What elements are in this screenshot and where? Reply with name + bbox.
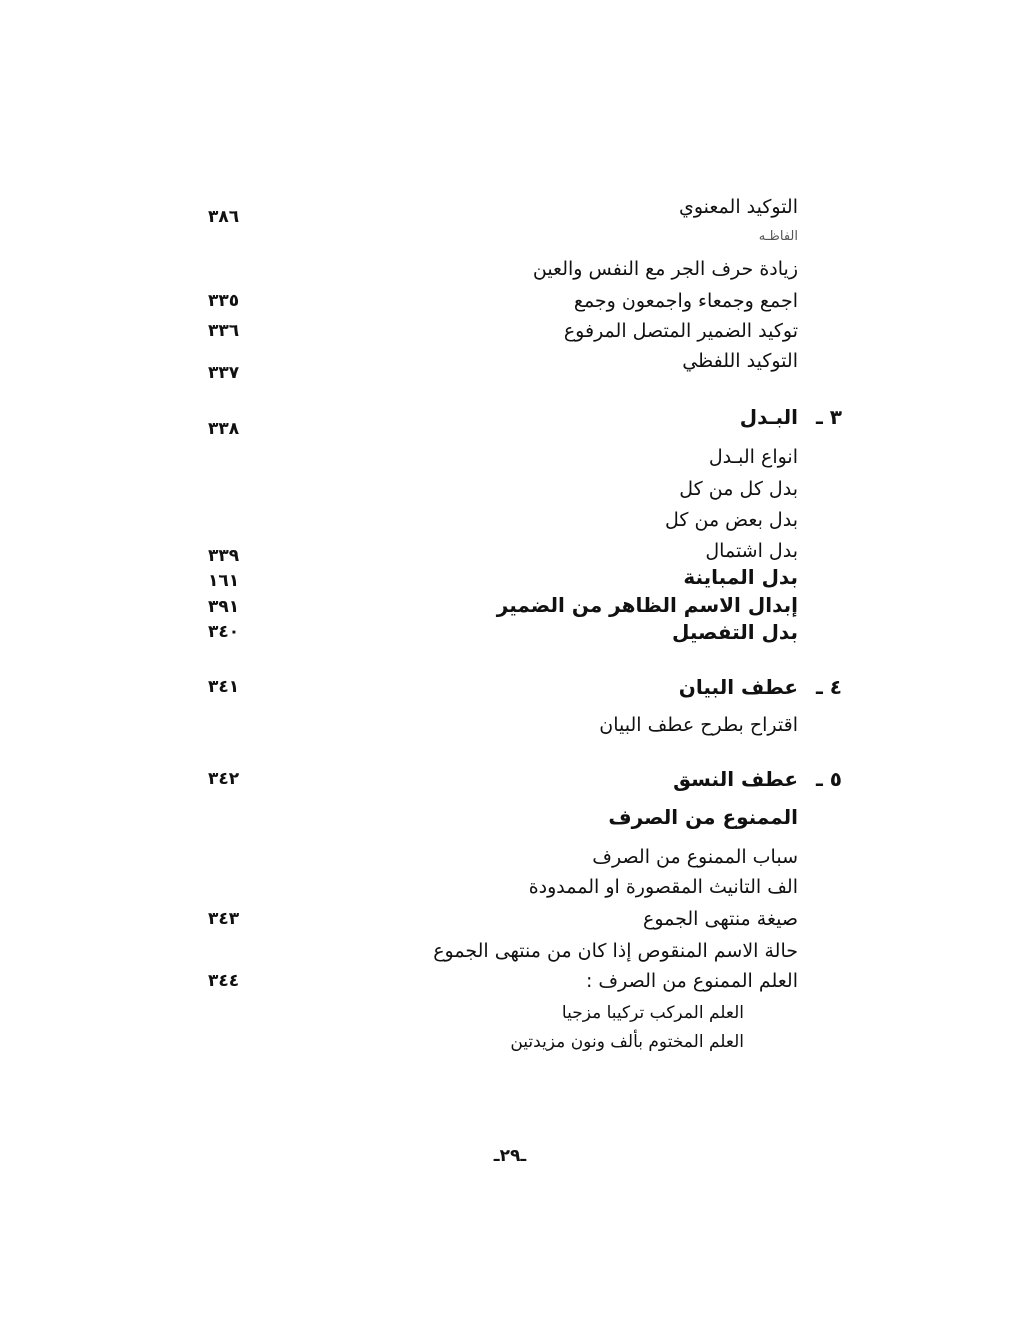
entry-title: اقتراح بطرح عطف البيان xyxy=(599,714,798,736)
entry-title: العلم المختوم بألف ونون مزيدتين xyxy=(510,1032,744,1052)
entry-title: التوكيد المعنوي xyxy=(678,196,798,218)
entry-title: حالة الاسم المنقوص إذا كان من منتهى الجموع xyxy=(433,940,798,962)
toc-entry xyxy=(0,998,1020,1028)
section-number: ٣ ـ xyxy=(815,405,842,429)
section-number: ٥ ـ xyxy=(815,767,842,791)
entry-title: الفاظـه xyxy=(758,229,798,244)
entry-page: ٣٣٦ xyxy=(208,321,240,341)
entry-page: ٣٤١ xyxy=(208,677,240,697)
entry-title: بدل اشتمال xyxy=(705,540,798,562)
toc-entry xyxy=(0,617,1020,647)
toc-section xyxy=(0,764,1020,794)
entry-page: ٣٣٧ xyxy=(208,363,240,383)
entry-title: زيادة حرف الجر مع النفس والعين xyxy=(532,258,798,280)
entry-page: ٣٤٤ xyxy=(208,971,240,991)
toc-entry xyxy=(0,562,1020,592)
toc-entry xyxy=(0,936,1020,966)
toc-entry xyxy=(0,474,1020,504)
entry-page: ٣٤٣ xyxy=(208,909,240,929)
entry-title: التوكيد اللفظي xyxy=(682,350,798,372)
toc-entry xyxy=(0,1027,1020,1057)
entry-page: ٣٤٠ xyxy=(208,622,240,642)
entry-title: الف التانيث المقصورة او الممدودة xyxy=(528,876,798,898)
toc-entry xyxy=(0,872,1020,902)
entry-page: ٣٨٦ xyxy=(208,207,240,227)
toc-entry xyxy=(0,222,1020,252)
toc-entry xyxy=(0,966,1020,996)
entry-page: ٣٤٢ xyxy=(208,769,240,789)
entry-title: صيغة منتهى الجموع xyxy=(642,908,798,930)
entry-page: ١٦١ xyxy=(208,571,240,591)
section-title: الممنوع من الصرف xyxy=(608,805,798,829)
toc-entry xyxy=(0,710,1020,740)
toc-entry xyxy=(0,286,1020,316)
entry-title: بدل كل من كل xyxy=(679,478,798,500)
entry-title: العلم المركب تركيبا مزجيا xyxy=(561,1003,744,1023)
toc-entry xyxy=(0,442,1020,472)
section-number: ٤ ـ xyxy=(815,675,842,699)
entry-title: بدل المباينة xyxy=(683,565,798,589)
section-title: عطف النسق xyxy=(673,767,798,791)
entry-page: ٣٣٥ xyxy=(208,291,240,311)
section-title: البـدل xyxy=(739,405,798,429)
entry-page: ٣٣٨ xyxy=(208,419,240,439)
toc-entry xyxy=(0,904,1020,934)
entry-title: انواع البـدل xyxy=(708,446,798,468)
entry-title: توكيد الضمير المتصل المرفوع xyxy=(563,320,798,342)
toc-entry xyxy=(0,842,1020,872)
entry-title: بدل التفصيل xyxy=(671,620,798,644)
toc-entry xyxy=(0,505,1020,535)
toc-entry xyxy=(0,346,1020,383)
toc-section xyxy=(0,672,1020,702)
entry-title: سباب الممنوع من الصرف xyxy=(592,846,798,868)
toc-entry xyxy=(0,192,1020,227)
entry-title: إبدال الاسم الظاهر من الضمير xyxy=(496,593,798,617)
entry-page: ٣٣٩ xyxy=(208,546,240,566)
entry-title: بدل بعض من كل xyxy=(665,509,798,531)
toc-entry xyxy=(0,254,1020,284)
toc-entry xyxy=(0,590,1020,620)
toc-section xyxy=(0,802,1020,832)
toc-entry xyxy=(0,316,1020,346)
entry-title: اجمع وجمعاء واجمعون وجمع xyxy=(573,290,798,312)
entry-page: ٣٩١ xyxy=(208,597,240,617)
toc-section xyxy=(0,402,1020,439)
entry-title: العلم الممنوع من الصرف : xyxy=(585,970,798,992)
section-title: عطف البيان xyxy=(678,675,798,699)
page-number: ـ٢٩ـ xyxy=(493,1146,527,1166)
